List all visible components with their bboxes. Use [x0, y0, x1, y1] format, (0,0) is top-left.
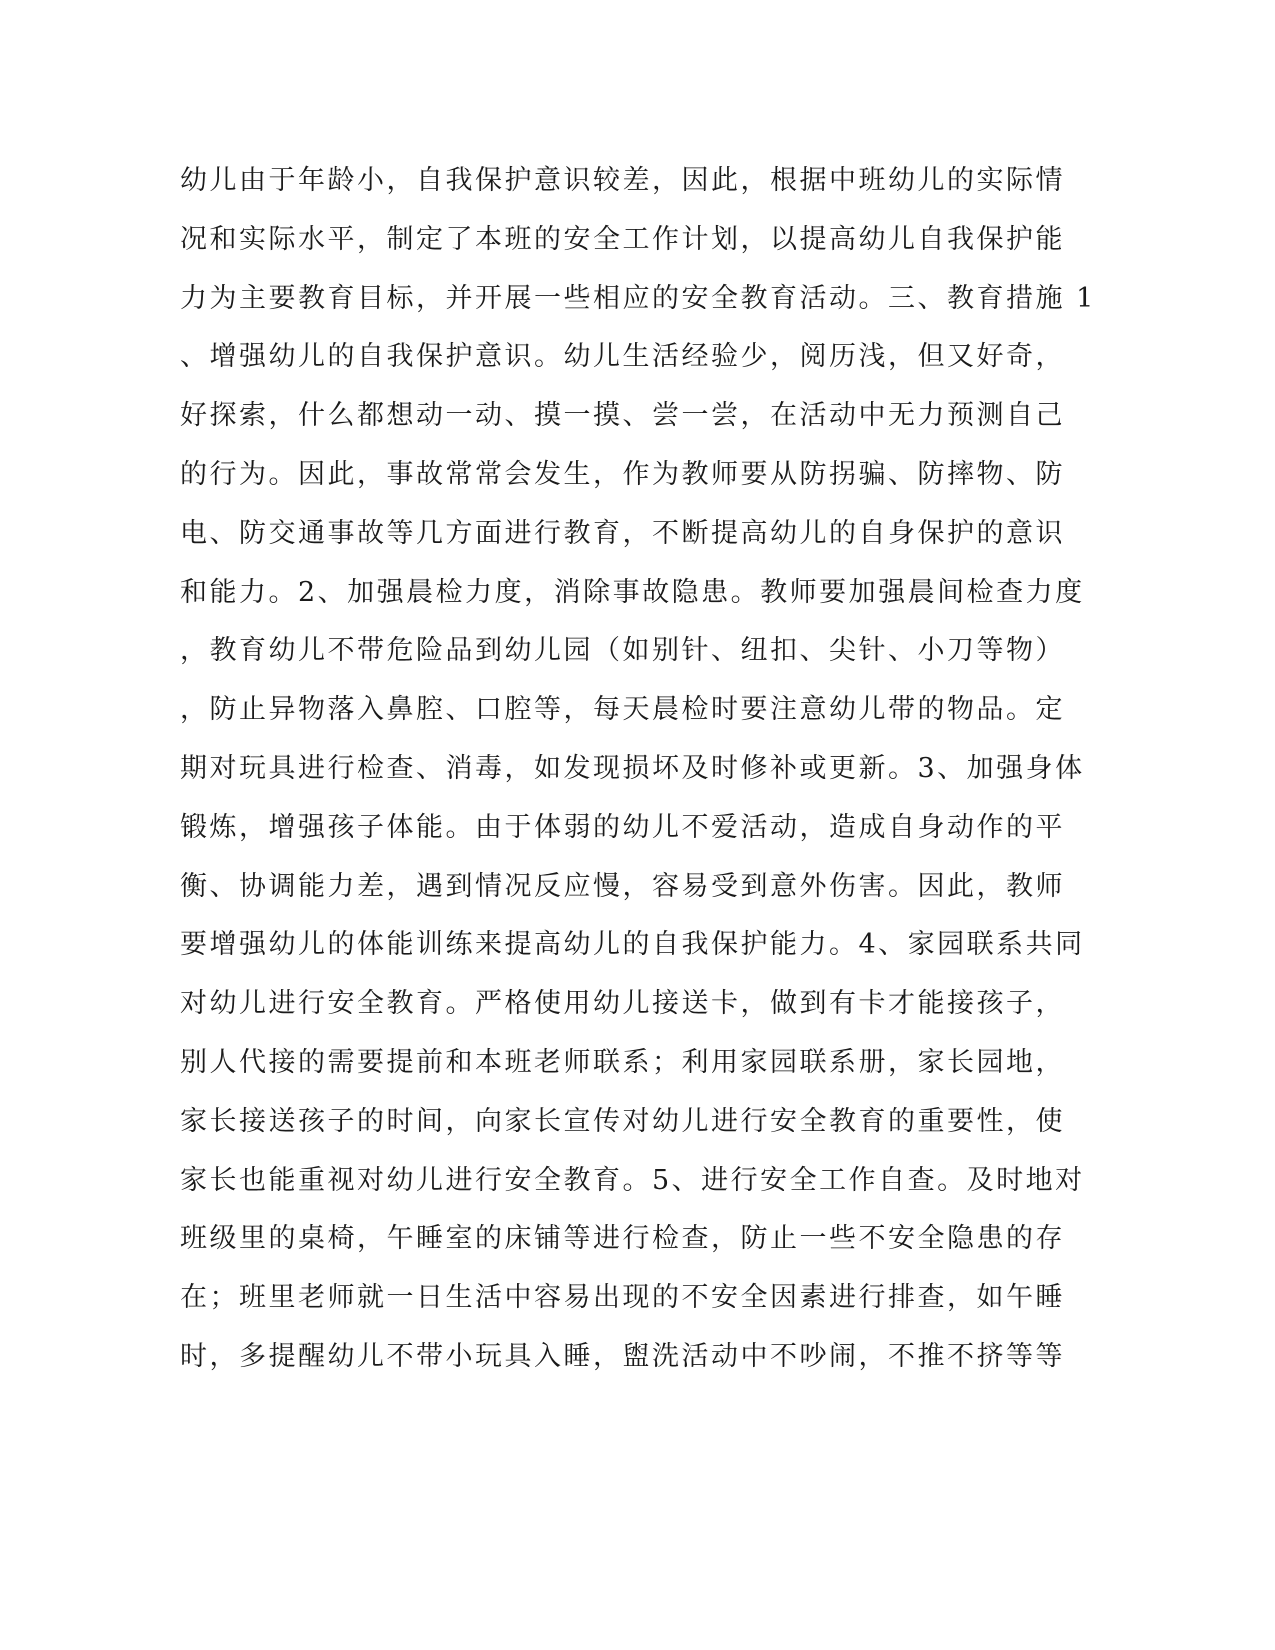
text-line: 期对玩具进行检查、消毒，如发现损坏及时修补或更新。3、加强身体	[180, 752, 1085, 784]
text-line: 力为主要教育目标，并开展一些相应的安全教育活动。三、教育措施 1	[180, 282, 1096, 314]
text-line: 好探索，什么都想动一动、摸一摸、尝一尝，在活动中无力预测自己	[180, 400, 1065, 432]
text-line: 锻炼，增强孩子体能。由于体弱的幼儿不爱活动，造成自身动作的平	[180, 811, 1065, 843]
text-line: 要增强幼儿的体能训练来提高幼儿的自我保护能力。4、家园联系共同	[180, 929, 1085, 961]
text-line: 对幼儿进行安全教育。严格使用幼儿接送卡，做到有卡才能接孩子，	[180, 988, 1065, 1020]
text-line: 和能力。2、加强晨检力度，消除事故隐患。教师要加强晨间检查力度	[180, 576, 1085, 608]
text-line: ，防止异物落入鼻腔、口腔等，每天晨检时要注意幼儿带的物品。定	[180, 694, 1065, 726]
text-line: 的行为。因此，事故常常会发生，作为教师要从防拐骗、防摔物、防	[180, 458, 1065, 490]
text-line: 别人代接的需要提前和本班老师联系；利用家园联系册，家长园地，	[180, 1046, 1065, 1078]
text-line: 班级里的桌椅，午睡室的床铺等进行检查，防止一些不安全隐患的存	[180, 1223, 1065, 1255]
text-line: 幼儿由于年龄小，自我保护意识较差，因此，根据中班幼儿的实际情	[180, 165, 1065, 196]
text-line: ，教育幼儿不带危险品到幼儿园（如别针、纽扣、尖针、小刀等物）	[180, 635, 1065, 667]
body-text	[180, 158, 1096, 1393]
text-line: 、增强幼儿的自我保护意识。幼儿生活经验少，阅历浅，但又好奇，	[180, 341, 1065, 373]
text-line: 时，多提醒幼儿不带小玩具入睡，盥洗活动中不吵闹，不推不挤等等	[180, 1340, 1065, 1372]
text-line: 况和实际水平，制定了本班的安全工作计划，以提高幼儿自我保护能	[180, 223, 1065, 255]
text-line: 衡、协调能力差，遇到情况反应慢，容易受到意外伤害。因此，教师	[180, 870, 1065, 902]
text-line: 电、防交通事故等几方面进行教育，不断提高幼儿的自身保护的意识	[180, 517, 1065, 549]
text-line: 在；班里老师就一日生活中容易出现的不安全因素进行排查，如午睡	[180, 1282, 1065, 1314]
text-line: 家长接送孩子的时间，向家长宣传对幼儿进行安全教育的重要性，使	[180, 1105, 1065, 1137]
text-line: 家长也能重视对幼儿进行安全教育。5、进行安全工作自查。及时地对	[180, 1164, 1085, 1196]
